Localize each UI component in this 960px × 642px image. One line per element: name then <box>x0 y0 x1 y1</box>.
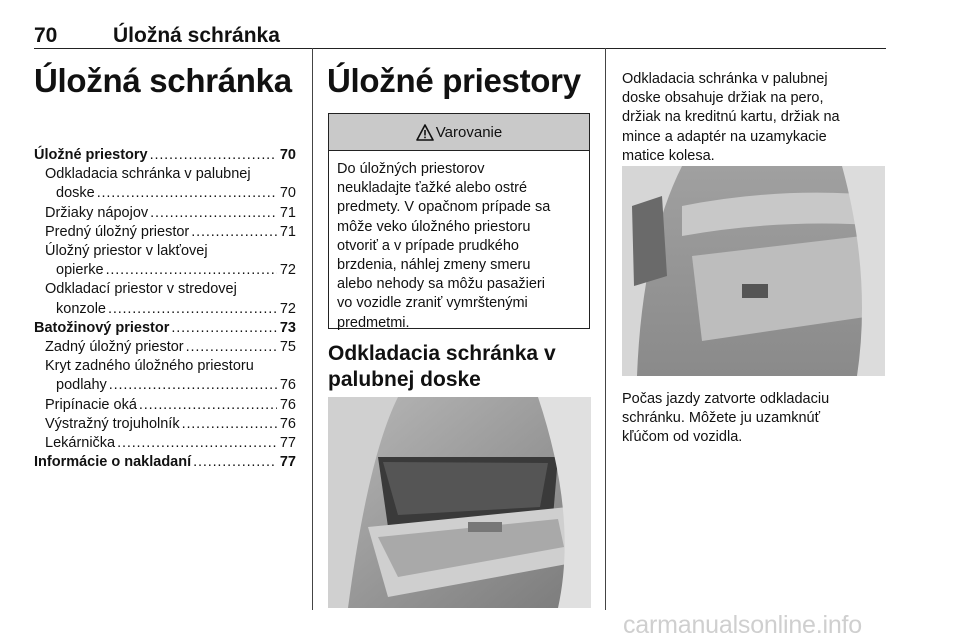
text-line: alebo nehody sa môžu pasažieri <box>337 276 545 293</box>
text-line: otvoriť a v prípade prudkého <box>337 237 519 254</box>
text-line: matice kolesa. <box>622 147 715 164</box>
text-line: neukladajte ťažké alebo ostré <box>337 180 528 197</box>
toc-entry-label: Kryt zadného úložného priestoru <box>45 358 254 375</box>
toc-entry-page: 75 <box>279 339 296 356</box>
intro-paragraph <box>622 70 887 166</box>
toc-leader-dots <box>150 204 277 223</box>
warning-header <box>329 114 589 151</box>
text-line: držiak na kreditnú kartu, držiak na <box>622 109 840 126</box>
toc-entry-label: Odkladacia schránka v palubnej <box>45 166 251 183</box>
toc-entry-label: Predný úložný priestor <box>45 223 190 240</box>
toc-entry[interactable] <box>34 280 296 299</box>
section-title: Úložné priestory <box>327 62 581 99</box>
text-line: môže veko úložného priestoru <box>337 218 531 235</box>
toc-entry-label: Úložný priestor v lakťovej <box>45 243 208 260</box>
glovebox-closed-photo <box>622 166 885 376</box>
warning-triangle-icon <box>416 124 434 141</box>
closing-paragraph <box>622 390 887 448</box>
toc-entry-label: Držiaky nápojov <box>45 204 149 221</box>
toc-entry-label: Lekárnička <box>45 435 116 452</box>
table-of-contents <box>34 146 296 472</box>
toc-entry-page: 76 <box>279 396 296 413</box>
text-line: mince a adaptér na uzamykacie <box>622 128 827 145</box>
toc-entry-page: 76 <box>279 415 296 432</box>
toc-entry[interactable] <box>34 146 296 165</box>
toc-entry[interactable] <box>34 300 296 319</box>
toc-entry[interactable] <box>34 357 296 376</box>
warning-box <box>328 113 590 329</box>
toc-leader-dots <box>97 184 277 203</box>
toc-entry-label: Batožinový priestor <box>34 319 170 336</box>
page-header <box>34 18 886 49</box>
toc-entry-page: 71 <box>279 223 296 240</box>
toc-leader-dots <box>109 376 277 395</box>
toc-leader-dots <box>106 261 277 280</box>
toc-entry-label: Zadný úložný priestor <box>45 339 184 356</box>
toc-entry[interactable] <box>34 376 296 395</box>
toc-entry[interactable] <box>34 165 296 184</box>
text-line: Odkladacia schránka v <box>328 342 556 365</box>
text-line: Do úložných priestorov <box>337 161 485 177</box>
toc-entry[interactable] <box>34 184 296 203</box>
toc-entry[interactable] <box>34 223 296 242</box>
toc-entry[interactable] <box>34 338 296 357</box>
toc-entry-page: 77 <box>279 435 296 452</box>
toc-entry[interactable] <box>34 319 296 338</box>
chapter-title: Úložná schránka <box>34 62 292 99</box>
toc-entry-label: Úložné priestory <box>34 147 148 163</box>
toc-entry-page: 77 <box>279 454 296 471</box>
warning-title: Varovanie <box>435 123 503 141</box>
text-line: Odkladacia schránka v palubnej <box>622 71 828 87</box>
toc-leader-dots <box>186 338 277 357</box>
toc-entry-label: podlahy <box>56 377 107 394</box>
text-line: predmety. V opačnom prípade sa <box>337 199 551 216</box>
text-line: schránku. Môžete ju uzamknúť <box>622 410 821 427</box>
toc-leader-dots <box>182 415 277 434</box>
glovebox-open-photo <box>328 397 591 608</box>
toc-entry-label: Pripínacie oká <box>45 396 137 413</box>
text-line: Počas jazdy zatvorte odkladaciu <box>622 391 830 407</box>
toc-entry[interactable] <box>34 242 296 261</box>
toc-entry[interactable] <box>34 204 296 223</box>
toc-entry[interactable] <box>34 396 296 415</box>
toc-entry[interactable] <box>34 453 296 472</box>
toc-entry-page: 73 <box>279 319 296 336</box>
toc-leader-dots <box>191 223 277 242</box>
toc-entry-label: Odkladací priestor v stredovej <box>45 281 237 298</box>
toc-leader-dots <box>150 146 277 165</box>
toc-entry-page: 70 <box>279 185 296 202</box>
text-line: doske obsahuje držiak na pero, <box>622 90 824 107</box>
header-title: Úložná schránka <box>113 24 280 47</box>
toc-leader-dots <box>139 396 277 415</box>
column-divider <box>312 48 313 610</box>
toc-entry-label: Výstražný trojuholník <box>45 415 180 432</box>
toc-leader-dots <box>108 300 277 319</box>
text-line: vo vozidle zraniť vymrštenými <box>337 295 528 312</box>
toc-entry[interactable] <box>34 415 296 434</box>
toc-entry-label: doske <box>56 185 95 202</box>
toc-entry-label: opierke <box>56 262 104 279</box>
toc-entry-page: 71 <box>279 204 296 221</box>
text-line: predmetmi. <box>337 314 410 331</box>
toc-entry-page: 72 <box>279 300 296 317</box>
watermark: carmanualsonline.info <box>623 611 863 639</box>
text-line: palubnej doske <box>328 368 481 391</box>
column-divider <box>605 48 606 610</box>
toc-entry-page: 76 <box>279 377 296 394</box>
toc-entry[interactable] <box>34 261 296 280</box>
toc-entry-page: 70 <box>279 147 296 163</box>
warning-text <box>329 151 589 333</box>
toc-entry-page: 72 <box>279 262 296 279</box>
toc-entry-label: konzole <box>56 300 106 317</box>
toc-entry-label: Informácie o nakladaní <box>34 454 192 471</box>
toc-leader-dots <box>117 434 277 453</box>
text-line: brzdenia, náhlej zmeny smeru <box>337 257 531 274</box>
page-number: 70 <box>34 24 58 47</box>
toc-entry[interactable] <box>34 434 296 453</box>
toc-leader-dots <box>193 453 277 472</box>
subsection-title <box>328 341 590 393</box>
toc-leader-dots <box>171 319 277 338</box>
text-line: kľúčom od vozidla. <box>622 429 743 446</box>
